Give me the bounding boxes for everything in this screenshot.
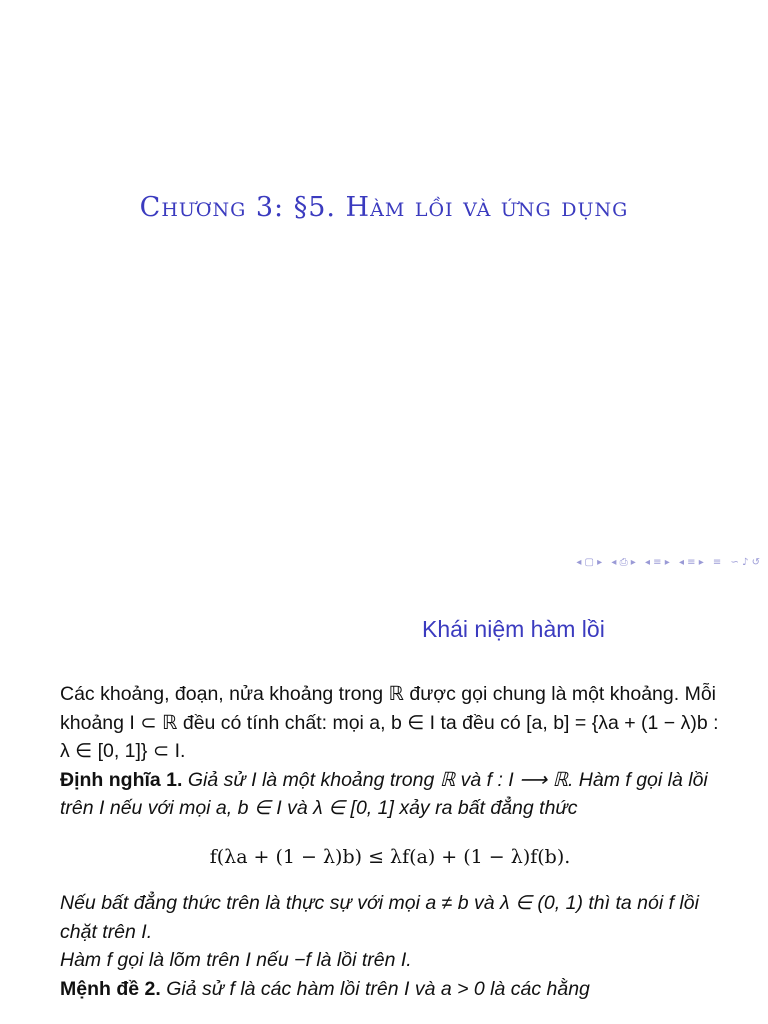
subsection-nav-icon[interactable]: ◂ ⎙ ▸ [611,557,636,568]
slide-convex-functions [0,576,768,1024]
intro-paragraph: Các khoảng, đoạn, nửa khoảng trong ℝ được gọi chung là một khoảng. Mỗi khoảng I ⊂ ℝ đều có tính chất: mọi a, b ∈ I ta đều có [a, b] = {λa + (1 − λ)b : λ ∈ [0, 1]} ⊂ I. [60,683,719,762]
proposition-paragraph [60,975,720,1004]
slide-title: Chương 3: §5. Hàm lồi và ứng dụng [139,192,629,223]
frame-title: Khái niệm hàm lồi [422,616,605,642]
appendix-nav-icon[interactable]: ≡ [712,557,722,568]
concave-text: Hàm f gọi là lõm trên I nếu −f là lồi trên I. [60,949,412,971]
beamer-navigation-bar[interactable] [570,557,760,568]
frame-nav-icon[interactable]: ◂ ▢ ▸ [576,557,603,568]
section-nav-icon[interactable]: ◂ ≡ ▸ [644,557,670,568]
concave-paragraph [60,946,720,975]
definition-paragraph [60,766,720,823]
document-nav-icon[interactable]: ◂ ≡ ▸ [678,557,704,568]
definition-label: Định nghĩa 1. [60,768,183,791]
search-back-forward-icon[interactable]: ∽ ♪ ↺ [730,557,760,568]
strict-convex-text: Nếu bất đẳng thức trên là thực sự với mọi a ≠ b và λ ∈ (0, 1) thì ta nói f lồi chặt trên I. [60,892,699,943]
proposition-text: Giả sử f là các hàm lồi trên I và a > 0 là các hằng [166,977,590,1000]
slide-body [60,680,720,1003]
convexity-inequality: f(λa + (1 − λ)b) ≤ λf(a) + (1 − λ)f(b). [209,845,571,868]
definition-text: Giả sử I là một khoảng trong ℝ và f : I ⟶ ℝ. Hàm f gọi là lồi trên I nếu với mọi a, b ∈ I và λ ∈ [0, 1] xảy ra bất đẳng thức [60,768,708,819]
proposition-label: Mệnh đề 2. [60,977,161,1000]
strict-convex-paragraph [60,889,720,946]
